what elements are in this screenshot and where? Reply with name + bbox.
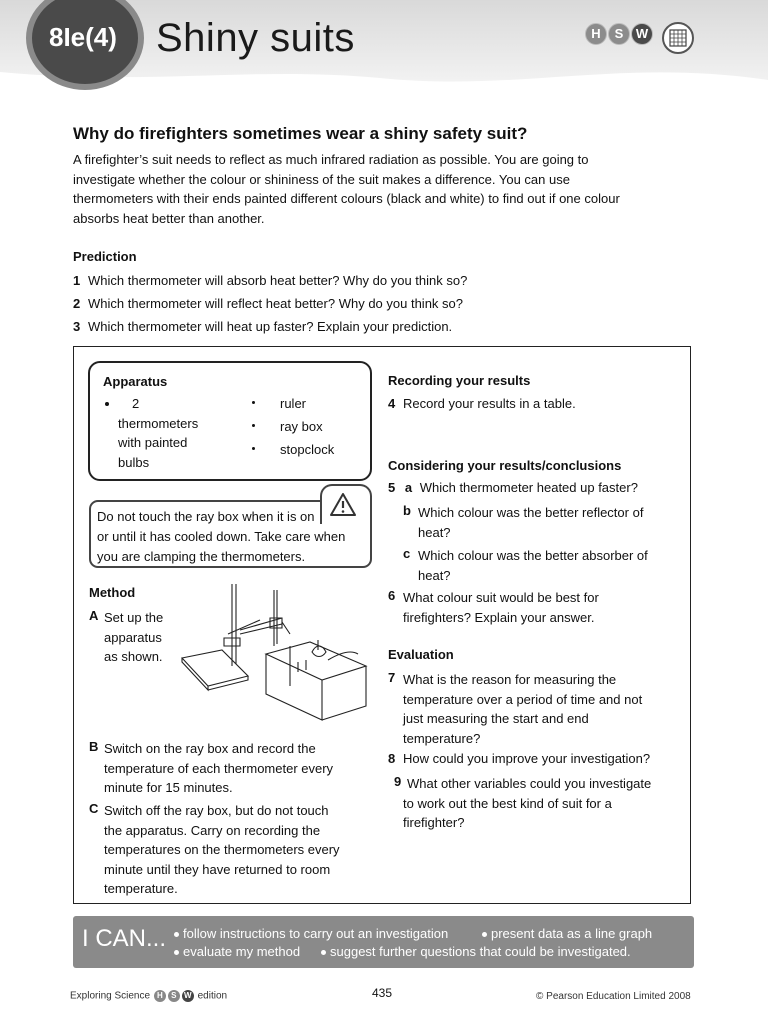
method-step-label: B: [89, 739, 99, 754]
bullet: [252, 447, 255, 450]
apparatus-item: bulbs: [118, 455, 150, 470]
hsw-w-badge: W: [631, 23, 653, 45]
apparatus-item: thermometers: [118, 416, 199, 431]
warning-line: Do not touch the ray box when it is on: [97, 509, 315, 524]
question-6: What colour suit would be best for firefighters? Explain your answer.: [403, 590, 599, 625]
bullet: [105, 402, 109, 406]
method-step-label: A: [89, 608, 99, 623]
apparatus-heading: Apparatus: [103, 374, 168, 389]
i-can-item: present data as a line graph: [482, 926, 652, 941]
page-number: 435: [372, 986, 393, 1000]
hsw-s-badge: S: [608, 23, 630, 45]
footer-series: Exploring Science H S W edition: [70, 990, 228, 1002]
i-can-banner: [73, 916, 694, 968]
question-5a: 5 a Which thermometer heated up faster?: [388, 480, 638, 495]
i-can-label: I CAN...: [82, 925, 167, 952]
prediction-heading: Prediction: [73, 249, 137, 264]
question-number: 7: [388, 670, 396, 685]
sub-label: c: [403, 546, 411, 561]
question-9: What other variables could you investigate to work out the best kind of suit for a firefighter?: [403, 776, 652, 831]
intro-line: investigate whether the colour or shininess of the suit makes a difference. You can use: [73, 171, 570, 187]
warning-line: you are clamping the thermometers.: [97, 549, 306, 564]
method-step-b: Switch on the ray box and record the temperature of each thermometer every minute for 15 minutes.: [104, 741, 334, 796]
evaluation-heading: Evaluation: [388, 647, 454, 662]
page-title: Shiny suits: [156, 16, 355, 60]
prediction-item: 3 Which thermometer will heat up faster? Explain your prediction.: [73, 319, 453, 334]
prediction-item: 1 Which thermometer will absorb heat better? Why do you think so?: [73, 273, 468, 288]
question-4: 4 Record your results in a table.: [388, 396, 576, 411]
intro-line: A firefighter’s suit needs to reflect as much infrared radiation as possible. You are going to: [73, 152, 589, 167]
intro-paragraph: [73, 150, 673, 228]
copyright: © Pearson Education Limited 2008: [536, 991, 691, 1002]
apparatus-item: with painted: [118, 435, 188, 450]
method-heading: Method: [89, 585, 136, 600]
apparatus-item: ruler: [280, 396, 307, 411]
recording-heading: Recording your results: [388, 373, 531, 388]
i-can-item: follow instructions to carry out an investigation: [174, 926, 448, 941]
method-step-label: C: [89, 801, 99, 816]
worksheet-icon: [662, 22, 694, 54]
apparatus-diagram: [178, 582, 370, 732]
lesson-code: 8Ie(4): [49, 22, 117, 52]
hsw-h-badge: H: [585, 23, 607, 45]
i-can-item: suggest further questions that could be investigated.: [321, 944, 631, 959]
sub-label: b: [403, 503, 411, 518]
question-5c: Which colour was the better absorber of heat?: [418, 548, 648, 583]
warning-line: or until it has cooled down. Take care when: [97, 529, 346, 544]
apparatus-item: 2: [132, 396, 140, 411]
question-8: 8 How could you improve your investigation?: [388, 751, 651, 766]
question-number: 9: [394, 774, 402, 789]
apparatus-item: ray box: [280, 419, 323, 434]
method-step-a: Set up the apparatus as shown.: [104, 610, 164, 665]
i-can-item: evaluate my method: [174, 944, 300, 959]
question-5b: Which colour was the better reflector of heat?: [418, 505, 644, 540]
intro-line: absorbs heat better than another.: [73, 210, 265, 226]
question-number: 6: [388, 588, 396, 603]
safety-warning-text: [97, 507, 345, 567]
considering-heading: Considering your results/conclusions: [388, 458, 622, 473]
apparatus-item: stopclock: [280, 442, 335, 457]
method-step-c: Switch off the ray box, but do not touch the apparatus. Carry on recording the temperatures on the thermometers every minute until they have returned to room temperature.: [104, 803, 340, 897]
prediction-item: 2 Which thermometer will reflect heat better? Why do you think so?: [73, 296, 463, 311]
bullet: [252, 424, 255, 427]
intro-line: thermometers with their ends painted different colours (black and white) to find out if one colour: [73, 191, 620, 207]
bullet: [252, 401, 255, 404]
question-7: What is the reason for measuring the temperature over a period of time and not just measuring the start and end temperature?: [403, 672, 643, 746]
main-question: Why do firefighters sometimes wear a shiny safety suit?: [73, 124, 528, 143]
